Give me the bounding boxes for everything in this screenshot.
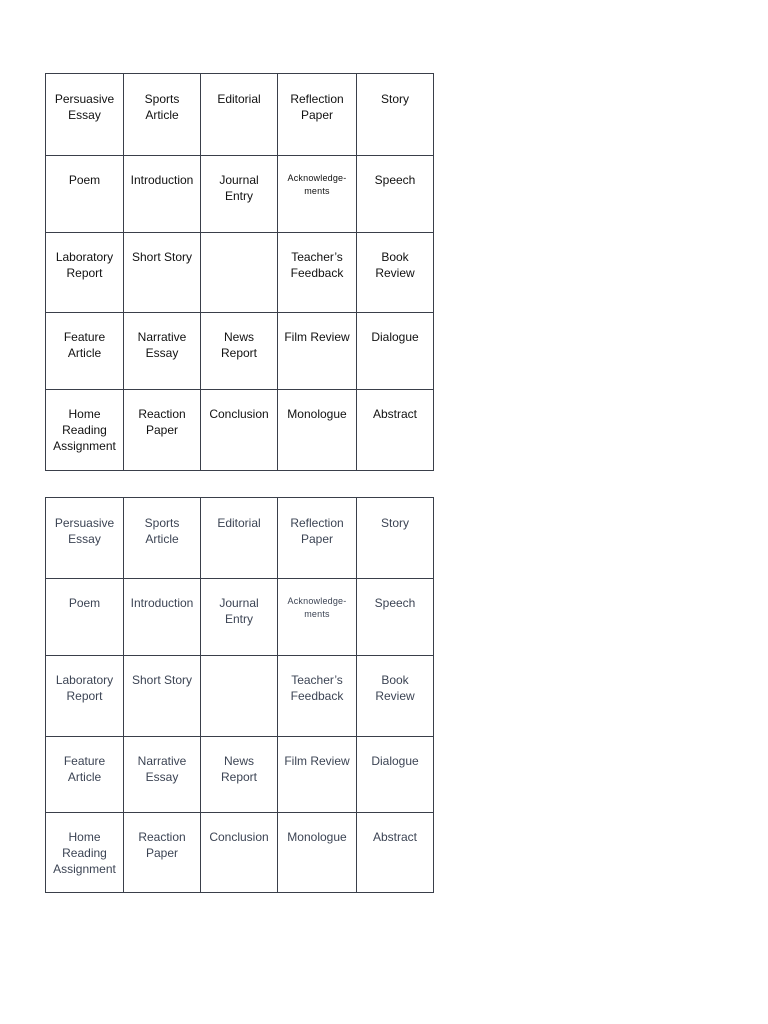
grid-cell: Conclusion	[201, 813, 278, 893]
grid-cell: Monologue	[278, 390, 357, 471]
grid-cell: Sports Article	[124, 498, 201, 579]
grid-cell: Teacher’s Feedback	[278, 233, 357, 313]
grid-cell: Film Review	[278, 737, 357, 813]
grid-cell-empty	[201, 656, 278, 737]
grid-cell: Narrative Essay	[124, 313, 201, 390]
grid-cell: Journal Entry	[201, 156, 278, 233]
grid-cell: Short Story	[124, 233, 201, 313]
grid-cell: Story	[357, 74, 434, 156]
grid-cell: Acknowledge- ments	[278, 156, 357, 233]
grid-row	[46, 390, 434, 471]
grid-cell: Persuasive Essay	[46, 74, 124, 156]
grid-row	[46, 579, 434, 656]
grid-cell: Reaction Paper	[124, 390, 201, 471]
grid-cell: Editorial	[201, 498, 278, 579]
grid-cell: Reaction Paper	[124, 813, 201, 893]
grid-cell: Conclusion	[201, 390, 278, 471]
grid-cell: Speech	[357, 156, 434, 233]
grid-cell: Introduction	[124, 156, 201, 233]
writing-types-grid-1	[45, 73, 434, 471]
grid-cell: Sports Article	[124, 74, 201, 156]
grid-row	[46, 74, 434, 156]
grid-cell: Reflection Paper	[278, 498, 357, 579]
grid-cell: Abstract	[357, 813, 434, 893]
grid-cell: Reflection Paper	[278, 74, 357, 156]
grid-row	[46, 737, 434, 813]
grid-cell: Narrative Essay	[124, 737, 201, 813]
grid-row	[46, 813, 434, 893]
grid-cell: Dialogue	[357, 737, 434, 813]
grid-cell: News Report	[201, 313, 278, 390]
grid-cell: Feature Article	[46, 737, 124, 813]
grid-cell: Story	[357, 498, 434, 579]
grid-cell: Book Review	[357, 233, 434, 313]
grid-cell: Dialogue	[357, 313, 434, 390]
grid-cell: Introduction	[124, 579, 201, 656]
grid-cell: Book Review	[357, 656, 434, 737]
grid-row	[46, 156, 434, 233]
grid-cell: Editorial	[201, 74, 278, 156]
grid-cell: Home Reading Assignment	[46, 390, 124, 471]
grid-cell: Monologue	[278, 813, 357, 893]
grid-cell: Journal Entry	[201, 579, 278, 656]
grid-row	[46, 498, 434, 579]
grid-cell: Teacher’s Feedback	[278, 656, 357, 737]
grid-cell: Abstract	[357, 390, 434, 471]
grid-row	[46, 656, 434, 737]
grid-cell: News Report	[201, 737, 278, 813]
grid-cell: Feature Article	[46, 313, 124, 390]
grid-row	[46, 233, 434, 313]
grid-cell: Acknowledge- ments	[278, 579, 357, 656]
grid-cell: Laboratory Report	[46, 656, 124, 737]
grid-cell: Poem	[46, 156, 124, 233]
grid-cell: Speech	[357, 579, 434, 656]
grid-cell: Poem	[46, 579, 124, 656]
grid-cell: Film Review	[278, 313, 357, 390]
grid-cell: Short Story	[124, 656, 201, 737]
grid-row	[46, 313, 434, 390]
writing-types-grid-2	[45, 497, 434, 893]
grid-cell: Laboratory Report	[46, 233, 124, 313]
grid-cell: Home Reading Assignment	[46, 813, 124, 893]
grid-cell-empty	[201, 233, 278, 313]
grid-cell: Persuasive Essay	[46, 498, 124, 579]
